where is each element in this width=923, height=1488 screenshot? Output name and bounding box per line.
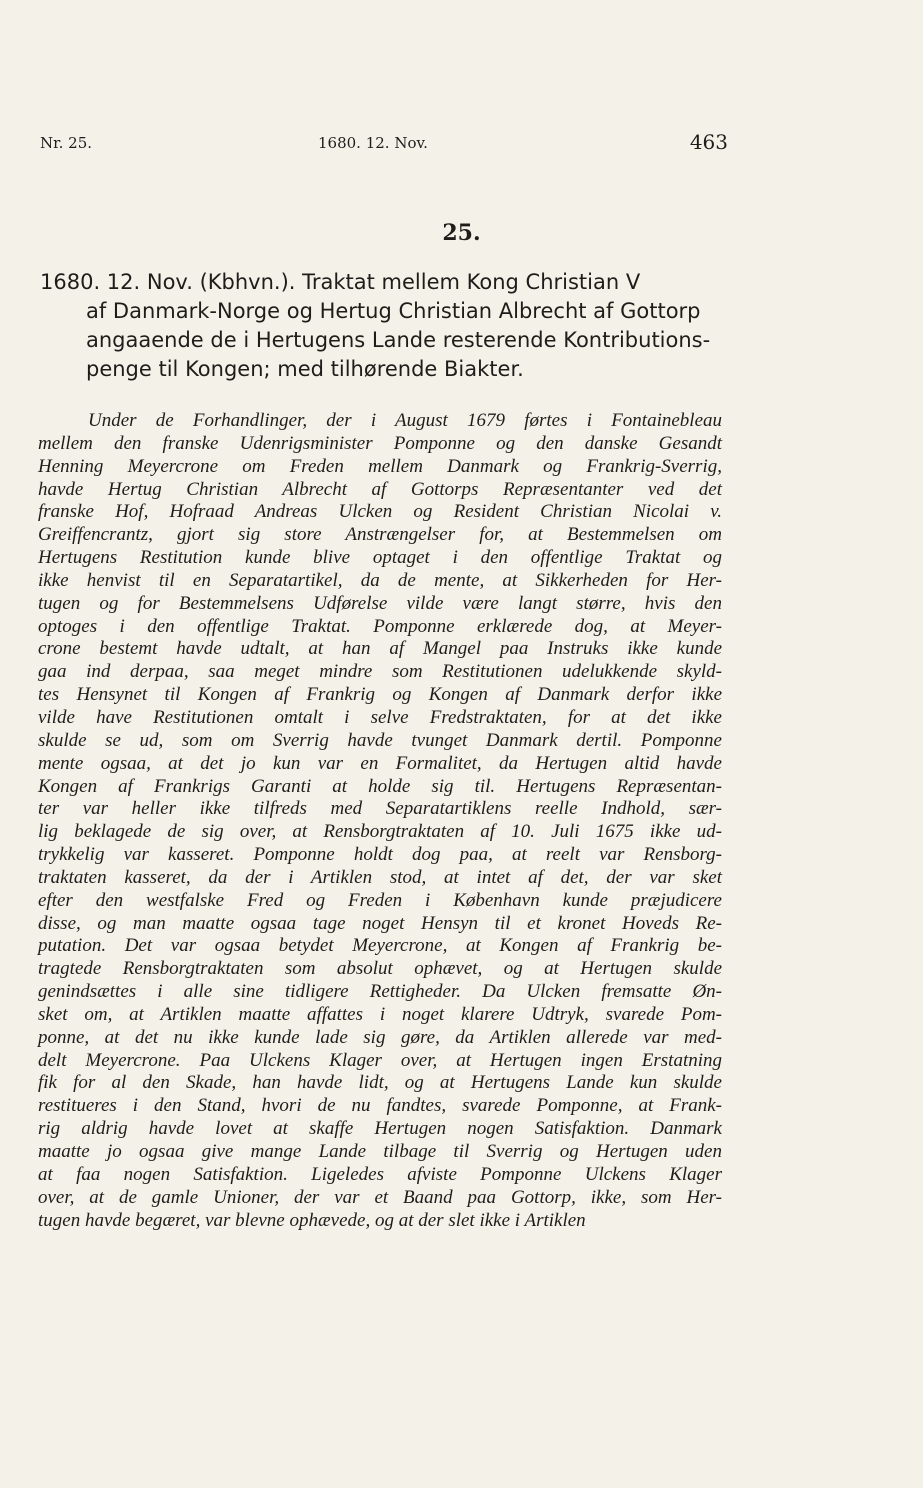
body-text bbox=[38, 410, 722, 1232]
body-line: gaa ind derpaa, saa meget mindre som Restitutionen udelukkende skyld- bbox=[38, 661, 722, 683]
body-line: franske Hof, Hofraad Andreas Ulcken og Resident Christian Nicolai v. bbox=[38, 501, 722, 523]
body-line: rig aldrig havde lovet at skaffe Hertugen nogen Satisfaktion. Danmark bbox=[38, 1118, 722, 1140]
body-line: Henning Meyercrone om Freden mellem Danmark og Frankrig-Sverrig, bbox=[38, 455, 722, 477]
document-number-header: Nr. 25. bbox=[40, 134, 93, 152]
document-heading bbox=[40, 268, 730, 384]
heading-line: angaaende de i Hertugens Lande resterende Kontributions- bbox=[86, 328, 711, 352]
body-line: mente ogsaa, at det jo kun var en Formalitet, da Hertugen altid havde bbox=[38, 752, 722, 774]
document-number: 25. bbox=[442, 220, 481, 246]
body-line: vilde have Restitutionen omtalt i selve Fredstraktaten, for at det ikke bbox=[38, 706, 722, 728]
body-line: over, at de gamle Unioner, der var et Baand paa Gottorp, ikke, som Her- bbox=[38, 1186, 722, 1208]
heading-line: penge til Kongen; med tilhørende Biakter. bbox=[86, 357, 524, 381]
body-line: havde Hertug Christian Albrecht af Gottorps Repræsentanter ved det bbox=[38, 478, 722, 500]
body-line: ponne, at det nu ikke kunde lade sig gøre, da Artiklen allerede var med- bbox=[38, 1026, 722, 1048]
body-line: Kongen af Frankrigs Garanti at holde sig til. Hertugens Repræsentan- bbox=[38, 775, 722, 797]
body-line: ter var heller ikke tilfreds med Separatartiklens reelle Indhold, sær- bbox=[38, 798, 722, 820]
date-header: 1680. 12. Nov. bbox=[318, 134, 428, 152]
body-line: tragtede Rensborgtraktaten som absolut ophævet, og at Hertugen skulde bbox=[38, 958, 722, 980]
body-line: tugen havde begæret, var blevne ophævede, og at der slet ikke i Artiklen bbox=[38, 1209, 586, 1231]
body-line: optoges i den offentlige Traktat. Pomponne erklærede dog, at Meyer- bbox=[38, 615, 722, 637]
body-line: fik for al den Skade, han havde lidt, og at Hertugens Lande kun skulde bbox=[38, 1072, 722, 1094]
body-line: at faa nogen Satisfaktion. Ligeledes afviste Pomponne Ulckens Klager bbox=[38, 1163, 722, 1185]
body-line: delt Meyercrone. Paa Ulckens Klager over, at Hertugen ingen Erstatning bbox=[38, 1049, 722, 1071]
body-line: restitueres i den Stand, hvori de nu fandtes, svarede Pomponne, at Frank- bbox=[38, 1095, 722, 1117]
body-line: trykkelig var kasseret. Pomponne holdt dog paa, at reelt var Rensborg- bbox=[38, 844, 722, 866]
body-line: sket om, at Artiklen maatte affattes i noget klarere Udtryk, svarede Pom- bbox=[38, 1003, 722, 1025]
body-line: traktaten kasseret, da der i Artiklen stod, at intet af det, der var sket bbox=[38, 866, 722, 888]
page-number: 463 bbox=[689, 130, 728, 154]
body-line: tes Hensynet til Kongen af Frankrig og Kongen af Danmark derfor ikke bbox=[38, 684, 722, 706]
body-line: putation. Det var ogsaa betydet Meyercrone, at Kongen af Frankrig be- bbox=[38, 935, 722, 957]
body-line: efter den westfalske Fred og Freden i København kunde præjudicere bbox=[38, 889, 722, 911]
body-line: maatte jo ogsaa give mange Lande tilbage til Sverrig og Hertugen uden bbox=[38, 1141, 722, 1162]
body-line: Under de Forhandlinger, der i August 1679 førtes i Fontainebleau bbox=[88, 410, 722, 431]
running-head bbox=[40, 130, 728, 160]
body-line: tugen og for Bestemmelsens Udførelse vilde være langt større, hvis den bbox=[38, 592, 722, 614]
body-line: ikke henvist til en Separatartikel, da de mente, at Sikkerheden for Her- bbox=[38, 569, 722, 591]
body-line: skulde se ud, som om Sverrig havde tvunget Danmark dertil. Pomponne bbox=[38, 729, 722, 751]
body-line: Hertugens Restitution kunde blive optaget i den offentlige Traktat og bbox=[38, 547, 722, 569]
heading-line: af Danmark-Norge og Hertug Christian Albrecht af Gottorp bbox=[86, 299, 701, 323]
body-line: crone bestemt havde udtalt, at han af Mangel paa Instruks ikke kunde bbox=[38, 638, 722, 660]
body-line: Greiffencrantz, gjort sig store Anstrængelser for, at Bestemmelsen om bbox=[38, 524, 722, 546]
body-line: mellem den franske Udenrigsminister Pomponne og den danske Gesandt bbox=[38, 432, 722, 454]
body-line: lig beklagede de sig over, at Rensborgtraktaten af 10. Juli 1675 ikke ud- bbox=[38, 821, 722, 843]
heading-line: 1680. 12. Nov. (Kbhvn.). Traktat mellem Kong Christian V bbox=[40, 270, 641, 294]
body-line: genindsættes i alle sine tidligere Rettigheder. Da Ulcken fremsatte Øn- bbox=[38, 981, 722, 1003]
body-line: disse, og man maatte ogsaa tage noget Hensyn til et kronet Hoveds Re- bbox=[38, 912, 722, 934]
